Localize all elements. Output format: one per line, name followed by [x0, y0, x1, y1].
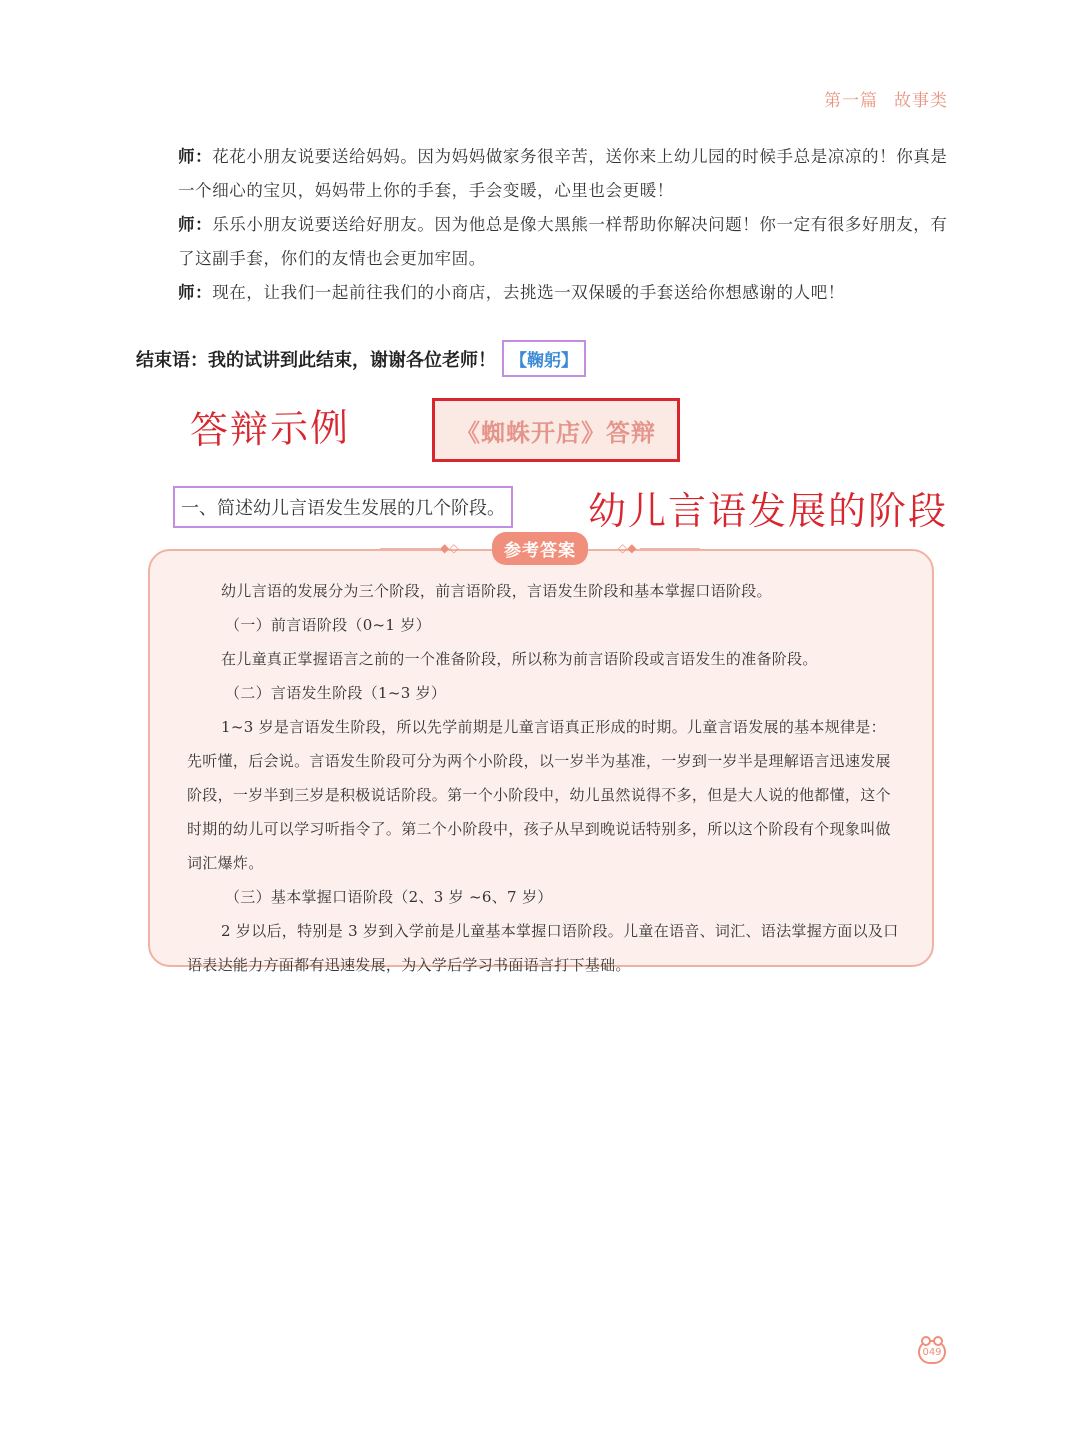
page-number: 049: [918, 1340, 946, 1364]
dialog-section: [178, 140, 958, 310]
answer-body: [187, 574, 899, 982]
stage-3-body: 2 岁以后，特别是 3 岁到入学前是儿童基本掌握口语阶段。儿童在语音、词汇、语法掌握方面以及口语表达能力方面都有迅速发展，为入学后学习书面语言打下基础。: [187, 922, 899, 974]
section-title: 《蜘蛛开店》答辩: [432, 398, 680, 462]
dialog-text: 乐乐小朋友说要送给好朋友。因为他总是像大黑熊一样帮助你解决问题！你一定有很多好朋友，有了这副手套，你们的友情也会更加牢固。: [178, 215, 948, 268]
question-highlight: 一、简述幼儿言语发生发展的几个阶段。: [173, 486, 513, 528]
handwritten-note: 幼儿言语发展的阶段: [588, 489, 949, 533]
running-header: [824, 86, 948, 111]
header-category: 故事类: [894, 91, 948, 111]
dialog-text: 花花小朋友说要送给妈妈。因为妈妈做家务很辛苦，送你来上幼儿园的时候手总是凉凉的！你真是一个细心的宝贝，妈妈带上你的手套，手会变暖，心里也会更暖！: [178, 147, 948, 200]
stage-1-body: 在儿童真正掌握语言之前的一个准备阶段，所以称为前言语阶段或言语发生的准备阶段。: [221, 650, 818, 668]
speaker-label: 师：: [178, 215, 213, 234]
dialog-paragraph: [178, 276, 958, 310]
handwritten-title: 答辩示例: [189, 405, 351, 453]
stage-2-body: 1~3 岁是言语发生阶段，所以先学前期是儿童言语真正形成的时期。儿童言语发展的基本规律是：先听懂，后会说。言语发生阶段可分为两个小阶段，以一岁半为基准，一岁到一岁半是理解语言迅速发展阶段，一岁半到三岁是积极说话阶段。第一个小阶段中，幼儿虽然说得不多，但是大人说的他都懂，这个时期的幼儿可以学习听指令了。第二个小阶段中，孩子从早到晚说话特别多，所以这个阶段有个现象叫做词汇爆炸。: [187, 718, 891, 872]
header-part: 第一篇: [824, 91, 878, 111]
stage-3-title: （三）基本掌握口语阶段（2、3 岁 ~6、7 岁）: [225, 888, 553, 906]
speaker-label: 师：: [178, 283, 213, 302]
answer-label: 参考答案: [492, 532, 588, 565]
stage-1-title: （一）前言语阶段（0~1 岁）: [225, 616, 431, 634]
closing-text: 结束语：我的试讲到此结束，谢谢各位老师！: [136, 349, 496, 371]
answer-intro: 幼儿言语的发展分为三个阶段，前言语阶段，言语发生阶段和基本掌握口语阶段。: [221, 582, 772, 600]
dialog-paragraph: [178, 208, 958, 276]
closing-remark: [136, 340, 586, 377]
answer-label-wrap: [430, 532, 650, 564]
bow-gesture-highlight: 【鞠躬】: [502, 340, 586, 377]
dialog-text: 现在，让我们一起前往我们的小商店，去挑选一双保暖的手套送给你想感谢的人吧！: [212, 283, 845, 302]
stage-2-title: （二）言语发生阶段（1~3 岁）: [225, 684, 447, 702]
decor-diamond-right-icon: ◇◆: [618, 541, 637, 555]
speaker-label: 师：: [178, 147, 213, 166]
decor-diamond-left-icon: ◆◇: [440, 541, 459, 555]
dialog-paragraph: [178, 140, 958, 208]
